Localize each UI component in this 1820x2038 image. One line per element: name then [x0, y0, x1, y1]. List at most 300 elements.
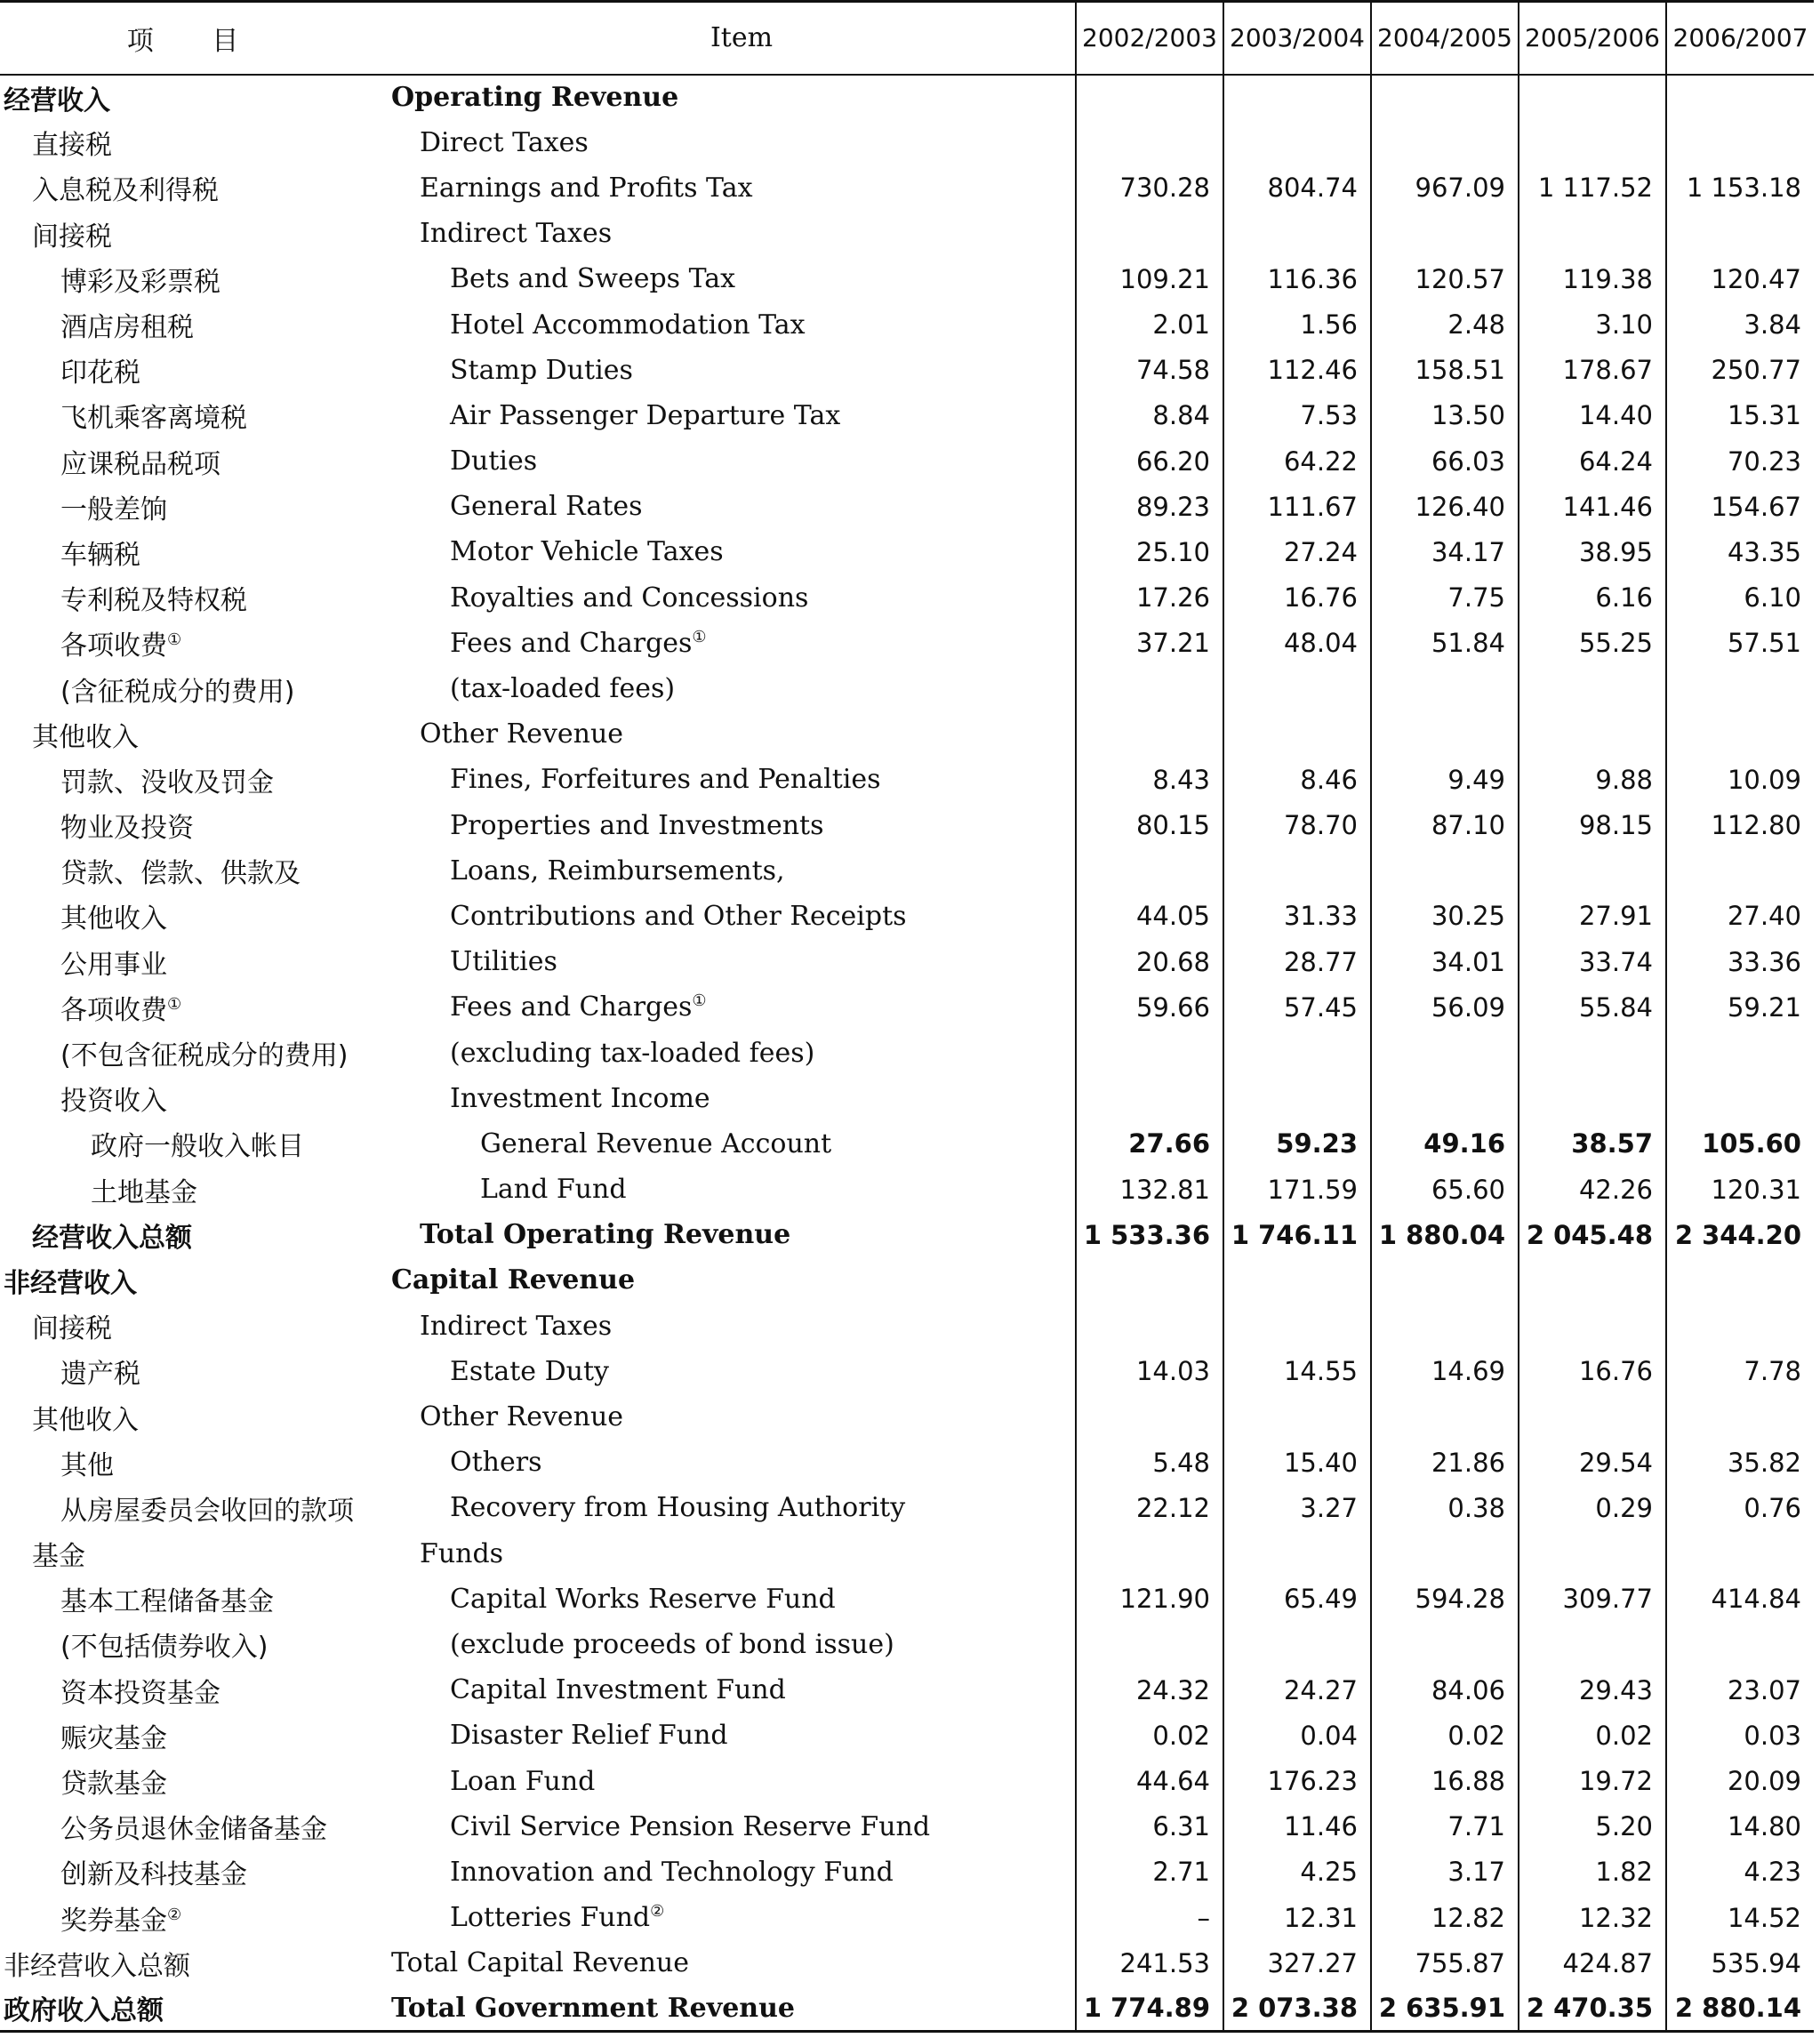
- row-label-en-text: Properties and Investments: [450, 809, 824, 841]
- row-label-en-text: Hotel Accommodation Tax: [450, 309, 806, 341]
- value-cell-2005-2006: 1.82: [1519, 1849, 1666, 1895]
- table-row: [0, 1667, 1814, 1713]
- value-cell-2002-2003: [1076, 1622, 1223, 1667]
- value-cell-2006-2007: [1666, 1257, 1814, 1303]
- value-cell-2003-2004: [1223, 1622, 1371, 1667]
- value-cell-2003-2004: [1223, 1394, 1371, 1440]
- footnote-marker: ②: [650, 1902, 665, 1922]
- value-cell-2004-2005: 7.71: [1371, 1804, 1519, 1849]
- row-label-en: [373, 256, 1076, 301]
- row-label-zh: [0, 1713, 373, 1758]
- value-cell-2003-2004: 48.04: [1223, 621, 1371, 666]
- value-cell-2002-2003: –: [1076, 1895, 1223, 1940]
- value-cell-2004-2005: 14.69: [1371, 1349, 1519, 1394]
- row-label-zh-text: 印花税: [60, 357, 140, 389]
- value-cell-2005-2006: 29.43: [1519, 1667, 1666, 1713]
- row-label-en-text: Fees and Charges: [450, 627, 693, 659]
- value-cell-2005-2006: [1519, 711, 1666, 757]
- row-label-zh-text: 贷款、偿款、供款及: [60, 858, 301, 890]
- row-label-en-text: Investment Income: [450, 1082, 710, 1114]
- row-label-zh-text: 物业及投资: [60, 813, 194, 845]
- row-label-zh-text: 其他收入: [60, 903, 167, 935]
- table-row: [0, 1076, 1814, 1121]
- value-cell-2006-2007: 0.03: [1666, 1713, 1814, 1758]
- row-label-zh: [0, 803, 373, 848]
- value-cell-2004-2005: [1371, 211, 1519, 256]
- row-label-zh: [0, 348, 373, 393]
- table-row: [0, 1895, 1814, 1940]
- value-cell-2005-2006: 178.67: [1519, 348, 1666, 393]
- footnote-marker: ②: [167, 1905, 182, 1924]
- value-cell-2003-2004: 327.27: [1223, 1940, 1371, 1986]
- value-cell-2002-2003: 5.48: [1076, 1440, 1223, 1485]
- header-year-2006: 2006/2007: [1666, 2, 1814, 75]
- table-body: [0, 75, 1814, 2032]
- value-cell-2004-2005: 755.87: [1371, 1940, 1519, 1986]
- row-label-en: [373, 984, 1076, 1030]
- row-label-en: [373, 1713, 1076, 1758]
- value-cell-2003-2004: 59.23: [1223, 1121, 1371, 1167]
- row-label-zh: [0, 393, 373, 438]
- row-label-zh-text: 奖券基金: [60, 1905, 167, 1937]
- table-row: [0, 1758, 1814, 1803]
- row-label-zh: [0, 1758, 373, 1803]
- row-label-en-text: Capital Revenue: [391, 1264, 636, 1296]
- table-row: [0, 1349, 1814, 1394]
- value-cell-2002-2003: 241.53: [1076, 1940, 1223, 1986]
- row-label-en-text: (exclude proceeds of bond issue): [450, 1628, 894, 1660]
- value-cell-2005-2006: 98.15: [1519, 803, 1666, 848]
- row-label-en-text: Air Passenger Departure Tax: [450, 399, 841, 431]
- row-label-zh: [0, 75, 373, 120]
- footnote-marker: ①: [692, 991, 707, 1011]
- value-cell-2006-2007: 70.23: [1666, 438, 1814, 484]
- value-cell-2005-2006: 9.88: [1519, 757, 1666, 802]
- row-label-en-text: Earnings and Profits Tax: [420, 172, 753, 204]
- row-label-en-text: Stamp Duties: [450, 354, 633, 386]
- row-label-en: [373, 1849, 1076, 1895]
- row-label-zh-text: 政府一般收入帐目: [91, 1131, 304, 1163]
- value-cell-2003-2004: 65.49: [1223, 1577, 1371, 1622]
- value-cell-2002-2003: 37.21: [1076, 621, 1223, 666]
- value-cell-2006-2007: [1666, 1304, 1814, 1349]
- table-row: [0, 621, 1814, 666]
- row-label-zh: [0, 484, 373, 529]
- value-cell-2002-2003: [1076, 711, 1223, 757]
- row-label-en: [373, 348, 1076, 393]
- value-cell-2005-2006: 6.16: [1519, 575, 1666, 621]
- table-row: [0, 1986, 1814, 2031]
- table-row: [0, 120, 1814, 165]
- row-label-zh: [0, 1394, 373, 1440]
- row-label-en: [373, 1940, 1076, 1986]
- value-cell-2006-2007: 112.80: [1666, 803, 1814, 848]
- row-label-zh-text: 其他: [60, 1449, 114, 1481]
- row-label-en: [373, 711, 1076, 757]
- row-label-zh-text: 飞机乘客离境税: [60, 403, 247, 435]
- row-label-zh: [0, 1121, 373, 1167]
- row-label-en-text: Disaster Relief Fund: [450, 1720, 728, 1752]
- row-label-zh: [0, 1440, 373, 1485]
- value-cell-2003-2004: 804.74: [1223, 165, 1371, 211]
- value-cell-2003-2004: 7.53: [1223, 393, 1371, 438]
- value-cell-2005-2006: 55.25: [1519, 621, 1666, 666]
- value-cell-2005-2006: 0.29: [1519, 1485, 1666, 1530]
- value-cell-2002-2003: 59.66: [1076, 984, 1223, 1030]
- value-cell-2002-2003: [1076, 1304, 1223, 1349]
- value-cell-2006-2007: 27.40: [1666, 894, 1814, 939]
- value-cell-2006-2007: 23.07: [1666, 1667, 1814, 1713]
- table-row: [0, 984, 1814, 1030]
- value-cell-2006-2007: 6.10: [1666, 575, 1814, 621]
- value-cell-2004-2005: [1371, 1076, 1519, 1121]
- value-cell-2003-2004: 176.23: [1223, 1758, 1371, 1803]
- value-cell-2006-2007: 4.23: [1666, 1849, 1814, 1895]
- row-label-zh: [0, 1531, 373, 1577]
- value-cell-2002-2003: [1076, 1257, 1223, 1303]
- table-row: [0, 438, 1814, 484]
- value-cell-2006-2007: 3.84: [1666, 301, 1814, 347]
- row-label-en-text: Other Revenue: [420, 1401, 624, 1433]
- row-label-zh-text: 政府收入总额: [4, 1995, 164, 2027]
- row-label-en: [373, 1167, 1076, 1212]
- row-label-zh-text: 各项收费: [60, 630, 167, 662]
- value-cell-2003-2004: [1223, 120, 1371, 165]
- table-row: [0, 1212, 1814, 1257]
- row-label-zh: [0, 1849, 373, 1895]
- value-cell-2004-2005: 65.60: [1371, 1167, 1519, 1212]
- row-label-zh: [0, 1895, 373, 1940]
- row-label-zh-text: 入息税及利得税: [32, 175, 219, 207]
- value-cell-2004-2005: 0.38: [1371, 1485, 1519, 1530]
- row-label-zh: [0, 529, 373, 574]
- row-label-zh: [0, 438, 373, 484]
- row-label-zh-text: 其他收入: [32, 1404, 139, 1436]
- table-row: [0, 1440, 1814, 1485]
- value-cell-2002-2003: 24.32: [1076, 1667, 1223, 1713]
- row-label-zh-text: 赈灾基金: [60, 1722, 167, 1754]
- value-cell-2005-2006: 3.10: [1519, 301, 1666, 347]
- value-cell-2004-2005: 51.84: [1371, 621, 1519, 666]
- value-cell-2004-2005: 30.25: [1371, 894, 1519, 939]
- row-label-en-text: Capital Investment Fund: [450, 1674, 786, 1706]
- row-label-zh-text: 罚款、没收及罚金: [60, 766, 274, 798]
- value-cell-2005-2006: 5.20: [1519, 1804, 1666, 1849]
- row-label-zh: [0, 939, 373, 984]
- value-cell-2005-2006: 16.76: [1519, 1349, 1666, 1394]
- row-label-en: [373, 894, 1076, 939]
- value-cell-2002-2003: [1076, 848, 1223, 894]
- value-cell-2003-2004: 16.76: [1223, 575, 1371, 621]
- row-label-zh-text: 经营收入: [4, 84, 110, 116]
- row-label-en-text: Loan Fund: [450, 1765, 596, 1797]
- footnote-marker: ①: [167, 630, 182, 650]
- value-cell-2006-2007: [1666, 211, 1814, 256]
- row-label-zh: [0, 1167, 373, 1212]
- value-cell-2004-2005: [1371, 848, 1519, 894]
- row-label-zh: [0, 1804, 373, 1849]
- row-label-zh: [0, 1940, 373, 1986]
- row-label-zh: [0, 666, 373, 711]
- value-cell-2004-2005: [1371, 666, 1519, 711]
- value-cell-2006-2007: 20.09: [1666, 1758, 1814, 1803]
- value-cell-2002-2003: 44.05: [1076, 894, 1223, 939]
- row-label-en-text: Contributions and Other Receipts: [450, 900, 907, 932]
- value-cell-2004-2005: 7.75: [1371, 575, 1519, 621]
- row-label-zh-text: (含征税成分的费用): [60, 676, 295, 708]
- value-cell-2005-2006: [1519, 1622, 1666, 1667]
- value-cell-2006-2007: 15.31: [1666, 393, 1814, 438]
- value-cell-2005-2006: 0.02: [1519, 1713, 1666, 1758]
- value-cell-2005-2006: 12.32: [1519, 1895, 1666, 1940]
- row-label-en-text: Loans, Reimbursements,: [450, 855, 785, 887]
- value-cell-2005-2006: 309.77: [1519, 1577, 1666, 1622]
- header-year-2004: 2004/2005: [1371, 2, 1519, 75]
- row-label-en-text: Others: [450, 1447, 542, 1479]
- value-cell-2005-2006: 38.57: [1519, 1121, 1666, 1167]
- table-row: [0, 939, 1814, 984]
- value-cell-2002-2003: 1 774.89: [1076, 1986, 1223, 2031]
- value-cell-2004-2005: [1371, 711, 1519, 757]
- value-cell-2005-2006: [1519, 211, 1666, 256]
- value-cell-2006-2007: 33.36: [1666, 939, 1814, 984]
- row-label-en-text: Direct Taxes: [420, 126, 589, 158]
- value-cell-2003-2004: 11.46: [1223, 1804, 1371, 1849]
- value-cell-2006-2007: 10.09: [1666, 757, 1814, 802]
- row-label-en: [373, 666, 1076, 711]
- value-cell-2006-2007: 35.82: [1666, 1440, 1814, 1485]
- row-label-zh: [0, 1030, 373, 1075]
- value-cell-2006-2007: [1666, 666, 1814, 711]
- row-label-en: [373, 1531, 1076, 1577]
- row-label-en-text: Operating Revenue: [391, 82, 679, 114]
- value-cell-2002-2003: 2.71: [1076, 1849, 1223, 1895]
- footnote-marker: ①: [692, 627, 707, 646]
- row-label-en: [373, 1485, 1076, 1530]
- value-cell-2005-2006: 119.38: [1519, 256, 1666, 301]
- value-cell-2005-2006: 424.87: [1519, 1940, 1666, 1986]
- value-cell-2005-2006: [1519, 120, 1666, 165]
- row-label-zh-text: 从房屋委员会收回的款项: [60, 1495, 354, 1527]
- value-cell-2002-2003: 74.58: [1076, 348, 1223, 393]
- table-row: [0, 393, 1814, 438]
- table-row: [0, 1622, 1814, 1667]
- row-label-zh-text: 车辆税: [60, 539, 140, 571]
- table-row: [0, 256, 1814, 301]
- table-row: [0, 666, 1814, 711]
- row-label-zh: [0, 621, 373, 666]
- row-label-zh: [0, 984, 373, 1030]
- value-cell-2002-2003: 17.26: [1076, 575, 1223, 621]
- row-label-en: [373, 848, 1076, 894]
- row-label-zh-text: 非经营收入总额: [4, 1950, 190, 1982]
- row-label-zh: [0, 256, 373, 301]
- row-label-zh-text: 专利税及特权税: [60, 585, 247, 617]
- value-cell-2005-2006: [1519, 1531, 1666, 1577]
- value-cell-2003-2004: [1223, 1076, 1371, 1121]
- value-cell-2004-2005: 84.06: [1371, 1667, 1519, 1713]
- table-header: [0, 2, 1814, 75]
- row-label-zh: [0, 1667, 373, 1713]
- row-label-zh: [0, 1304, 373, 1349]
- value-cell-2003-2004: 1.56: [1223, 301, 1371, 347]
- value-cell-2006-2007: 154.67: [1666, 484, 1814, 529]
- value-cell-2004-2005: 2 635.91: [1371, 1986, 1519, 2031]
- table-row: [0, 1849, 1814, 1895]
- value-cell-2005-2006: 2 470.35: [1519, 1986, 1666, 2031]
- table-row: [0, 1577, 1814, 1622]
- row-label-en: [373, 484, 1076, 529]
- value-cell-2004-2005: 13.50: [1371, 393, 1519, 438]
- value-cell-2003-2004: 15.40: [1223, 1440, 1371, 1485]
- row-label-en: [373, 1121, 1076, 1167]
- row-label-zh-text: 公用事业: [60, 949, 167, 981]
- table-row: [0, 75, 1814, 120]
- row-label-zh-text: 直接税: [32, 130, 112, 162]
- value-cell-2004-2005: 49.16: [1371, 1121, 1519, 1167]
- value-cell-2003-2004: 0.04: [1223, 1713, 1371, 1758]
- row-label-en-text: (excluding tax-loaded fees): [450, 1037, 815, 1069]
- value-cell-2002-2003: 27.66: [1076, 1121, 1223, 1167]
- row-label-en: [373, 1349, 1076, 1394]
- table-row: [0, 301, 1814, 347]
- row-label-zh: [0, 211, 373, 256]
- row-label-en-text: Indirect Taxes: [420, 1310, 613, 1342]
- value-cell-2002-2003: 0.02: [1076, 1713, 1223, 1758]
- row-label-zh-text: 间接税: [32, 221, 112, 253]
- value-cell-2006-2007: [1666, 1076, 1814, 1121]
- row-label-en-text: Total Capital Revenue: [391, 1947, 689, 1979]
- row-label-zh-text: 其他收入: [32, 721, 139, 753]
- row-label-zh: [0, 165, 373, 211]
- value-cell-2006-2007: 0.76: [1666, 1485, 1814, 1530]
- value-cell-2006-2007: 120.31: [1666, 1167, 1814, 1212]
- row-label-zh-text: 各项收费: [60, 994, 167, 1026]
- value-cell-2004-2005: 87.10: [1371, 803, 1519, 848]
- row-label-en-text: General Rates: [450, 491, 643, 523]
- value-cell-2002-2003: [1076, 1531, 1223, 1577]
- header-year-2005: 2005/2006: [1519, 2, 1666, 75]
- row-label-zh-text: (不包含征税成分的费用): [60, 1040, 349, 1072]
- value-cell-2002-2003: 109.21: [1076, 256, 1223, 301]
- value-cell-2004-2005: [1371, 1531, 1519, 1577]
- value-cell-2005-2006: 14.40: [1519, 393, 1666, 438]
- value-cell-2002-2003: [1076, 1394, 1223, 1440]
- value-cell-2002-2003: [1076, 211, 1223, 256]
- row-label-en-text: Civil Service Pension Reserve Fund: [450, 1810, 931, 1842]
- row-label-en: [373, 1667, 1076, 1713]
- table-row: [0, 803, 1814, 848]
- row-label-en: [373, 1758, 1076, 1803]
- row-label-en-text: Royalties and Concessions: [450, 582, 809, 614]
- header-item-en: Item: [373, 2, 1076, 75]
- row-label-en: [373, 1986, 1076, 2031]
- value-cell-2004-2005: 3.17: [1371, 1849, 1519, 1895]
- table-row: [0, 1167, 1814, 1212]
- value-cell-2005-2006: 64.24: [1519, 438, 1666, 484]
- table-row: [0, 1394, 1814, 1440]
- value-cell-2002-2003: [1076, 666, 1223, 711]
- value-cell-2005-2006: [1519, 666, 1666, 711]
- row-label-en-text: Total Government Revenue: [391, 1992, 795, 2024]
- table-row: [0, 1030, 1814, 1075]
- value-cell-2004-2005: 158.51: [1371, 348, 1519, 393]
- value-cell-2002-2003: 20.68: [1076, 939, 1223, 984]
- row-label-en-text: Bets and Sweeps Tax: [450, 263, 736, 295]
- value-cell-2004-2005: 21.86: [1371, 1440, 1519, 1485]
- row-label-zh-text: 贷款基金: [60, 1769, 167, 1801]
- row-label-en: [373, 1622, 1076, 1667]
- row-label-zh-text: 遗产税: [60, 1359, 140, 1391]
- value-cell-2005-2006: 2 045.48: [1519, 1212, 1666, 1257]
- table-row: [0, 1804, 1814, 1849]
- value-cell-2004-2005: 2.48: [1371, 301, 1519, 347]
- value-cell-2002-2003: 25.10: [1076, 529, 1223, 574]
- row-label-zh: [0, 848, 373, 894]
- row-label-en: [373, 939, 1076, 984]
- row-label-zh-text: 非经营收入: [4, 1267, 137, 1299]
- table-row: [0, 848, 1814, 894]
- row-label-en: [373, 1212, 1076, 1257]
- table-row: [0, 575, 1814, 621]
- value-cell-2002-2003: 730.28: [1076, 165, 1223, 211]
- row-label-en: [373, 211, 1076, 256]
- value-cell-2006-2007: 414.84: [1666, 1577, 1814, 1622]
- row-label-zh: [0, 1622, 373, 1667]
- value-cell-2004-2005: 12.82: [1371, 1895, 1519, 1940]
- value-cell-2002-2003: 1 533.36: [1076, 1212, 1223, 1257]
- row-label-zh: [0, 1485, 373, 1530]
- value-cell-2002-2003: 80.15: [1076, 803, 1223, 848]
- value-cell-2003-2004: 111.67: [1223, 484, 1371, 529]
- value-cell-2002-2003: 44.64: [1076, 1758, 1223, 1803]
- value-cell-2006-2007: [1666, 848, 1814, 894]
- row-label-zh: [0, 894, 373, 939]
- row-label-en: [373, 1804, 1076, 1849]
- table-row: [0, 529, 1814, 574]
- row-label-en-text: Motor Vehicle Taxes: [450, 536, 724, 568]
- row-label-zh-text: 土地基金: [91, 1176, 197, 1208]
- value-cell-2004-2005: [1371, 1030, 1519, 1075]
- row-label-zh-text: 公务员退休金储备基金: [60, 1814, 327, 1846]
- value-cell-2005-2006: [1519, 75, 1666, 120]
- value-cell-2004-2005: 16.88: [1371, 1758, 1519, 1803]
- row-label-en-text: Duties: [450, 445, 538, 477]
- value-cell-2004-2005: [1371, 1304, 1519, 1349]
- row-label-zh-text: (不包括债券收入): [60, 1632, 269, 1664]
- row-label-zh-text: 基金: [32, 1541, 85, 1573]
- value-cell-2005-2006: [1519, 1076, 1666, 1121]
- row-label-zh-text: 酒店房租税: [60, 312, 194, 344]
- header-year-2002: 2002/2003: [1076, 2, 1223, 75]
- value-cell-2005-2006: 38.95: [1519, 529, 1666, 574]
- header-item-zh: 项 目: [0, 2, 373, 75]
- value-cell-2005-2006: 33.74: [1519, 939, 1666, 984]
- row-label-zh: [0, 1986, 373, 2031]
- value-cell-2004-2005: 56.09: [1371, 984, 1519, 1030]
- value-cell-2003-2004: 31.33: [1223, 894, 1371, 939]
- row-label-en: [373, 529, 1076, 574]
- table-row: [0, 1304, 1814, 1349]
- value-cell-2006-2007: 1 153.18: [1666, 165, 1814, 211]
- value-cell-2004-2005: 34.01: [1371, 939, 1519, 984]
- row-label-en-text: Other Revenue: [420, 718, 624, 750]
- value-cell-2004-2005: 967.09: [1371, 165, 1519, 211]
- row-label-en: [373, 438, 1076, 484]
- value-cell-2006-2007: 120.47: [1666, 256, 1814, 301]
- row-label-en: [373, 621, 1076, 666]
- row-label-zh: [0, 575, 373, 621]
